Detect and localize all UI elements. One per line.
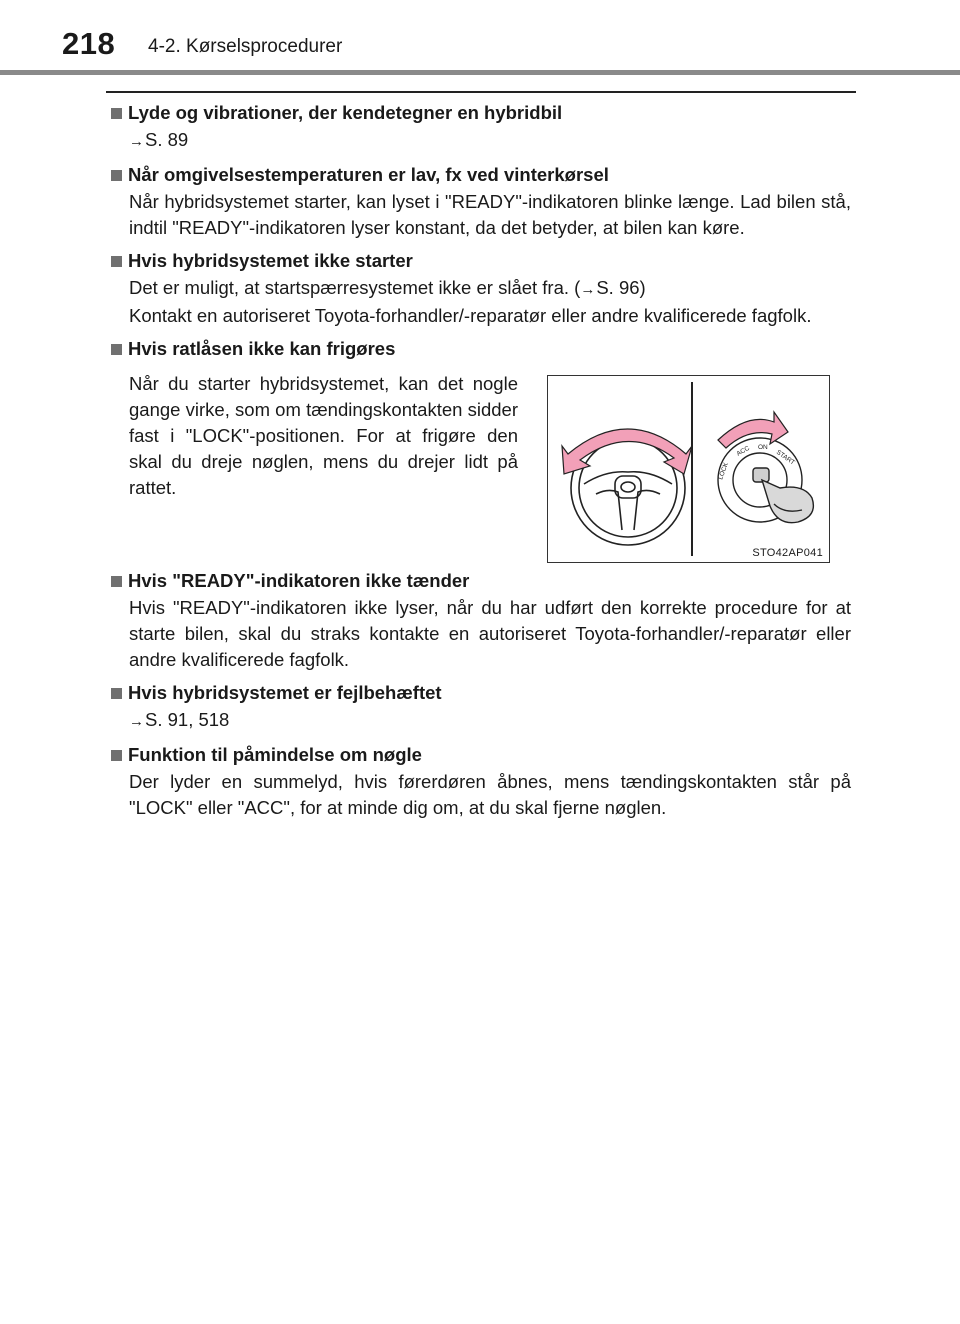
rotate-double-arrow-icon [562, 429, 692, 474]
square-bullet-icon [111, 688, 122, 699]
section-heading: Hvis hybridsystemet er fejlbehæftet [111, 679, 851, 707]
rotate-arrow-icon [718, 412, 788, 448]
page-content [111, 99, 851, 827]
section-body: Når du starter hybridsystemet, kan det nogle gange virke, som om tændingskontakten sidder fast i "LOCK"-positionen. For at frigøre den skal du dreje nøglen, mens du drejer lidt på rattet. [129, 373, 518, 498]
switch-label-start: START [774, 448, 796, 467]
section-body: Der lyder en summelyd, hvis førerdøren åbnes, mens tændingskontakten står på "LOCK" eller "ACC", for at minde dig om, at du skal fjerne nøglen. [129, 771, 851, 818]
square-bullet-icon [111, 108, 122, 119]
section-heading: Hvis hybridsystemet ikke starter [111, 247, 851, 275]
switch-label-acc: ACC [735, 444, 751, 458]
figure-code: STO42AP041 [752, 547, 823, 559]
section-heading: Hvis ratlåsen ikke kan frigøres [111, 335, 851, 363]
square-bullet-icon [111, 256, 122, 267]
reference-link[interactable]: S. 91, 518 [145, 709, 230, 730]
steering-lock-figure [547, 375, 830, 563]
arrow-right-icon: → [129, 133, 144, 150]
key-icon [753, 468, 813, 523]
section-body: Hvis "READY"-indikatoren ikke lyser, når du har udført den korrekte procedure for at starte bilen, skal du straks kontakte en autoriseret Toyota-forhandler/-reparatør eller andre kvalificerede fagfolk. [129, 597, 851, 670]
content-top-rule [106, 91, 856, 93]
square-bullet-icon [111, 170, 122, 181]
page-number: 218 [62, 26, 116, 61]
cross-reference[interactable] [129, 127, 851, 155]
section-heading: Funktion til påmindelse om nøgle [111, 741, 851, 769]
square-bullet-icon [111, 344, 122, 355]
section-body: Når hybridsystemet starter, kan lyset i "READY"-indikatoren blinke længe. Lad bilen stå, indtil "READY"-indikatoren lyser konstant, da det betyder, at bilen kan køre. [129, 191, 851, 238]
section-heading: Lyde og vibrationer, der kendetegner en hybridbil [111, 99, 851, 127]
section-key-reminder [111, 741, 851, 821]
square-bullet-icon [111, 576, 122, 587]
section-body: Det er muligt, at startspærresystemet ikke er slået fra. (→S. 96) Kontakt en autoriseret Toyota-forhandler/-reparatør eller andre kvalificerede fagfolk. [129, 277, 812, 326]
section-low-temperature [111, 161, 851, 241]
section-title: 4-2. Kørselsprocedurer [148, 36, 343, 57]
section-heading: Hvis "READY"-indikatoren ikke tænder [111, 567, 851, 595]
steering-and-key-illustration [548, 376, 829, 562]
cross-reference[interactable] [129, 707, 851, 735]
switch-label-lock: LOCK [717, 461, 730, 481]
reference-link[interactable]: S. 89 [145, 129, 189, 150]
section-ready-not-lit [111, 567, 851, 673]
section-system-fault [111, 679, 851, 735]
section-system-not-starting [111, 247, 851, 329]
reference-link[interactable]: S. 96 [596, 277, 640, 298]
section-sounds [111, 99, 851, 155]
square-bullet-icon [111, 750, 122, 761]
arrow-right-icon: → [580, 281, 596, 298]
section-heading: Når omgivelsestemperaturen er lav, fx ved vinterkørsel [111, 161, 851, 189]
switch-label-on: ON [758, 444, 768, 451]
section-steering-lock [111, 335, 851, 563]
header-divider [0, 70, 960, 75]
arrow-right-icon: → [129, 713, 144, 730]
